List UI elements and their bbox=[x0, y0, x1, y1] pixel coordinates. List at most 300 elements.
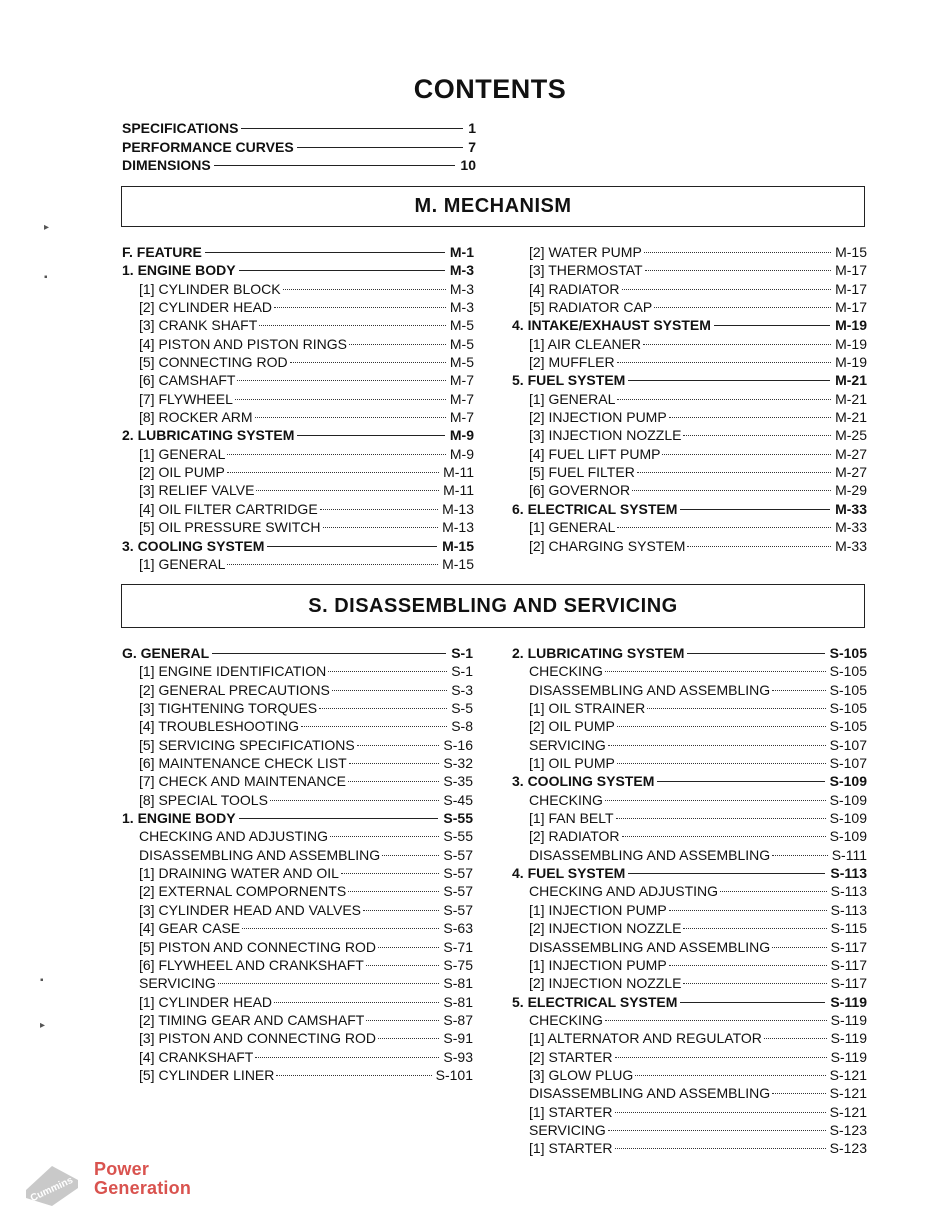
leader-line bbox=[341, 873, 440, 874]
leader-line bbox=[645, 270, 832, 271]
leader-line bbox=[323, 527, 439, 528]
toc-item-entry bbox=[512, 280, 867, 298]
toc-item-entry bbox=[512, 809, 867, 827]
toc-entry-title: [2] CYLINDER HEAD bbox=[139, 299, 273, 316]
toc-item-entry bbox=[512, 956, 867, 974]
toc-entry-page: S-113 bbox=[830, 901, 867, 918]
toc-entry-page: M-15 bbox=[835, 244, 867, 260]
toc-entry-page: M-5 bbox=[449, 335, 474, 352]
leader-line bbox=[256, 490, 439, 491]
toc-entry-title: [2] EXTERNAL COMPORNENTS bbox=[139, 883, 347, 900]
toc-entry-page: S-45 bbox=[443, 791, 473, 808]
toc-item-entry bbox=[122, 901, 473, 919]
leader-line bbox=[605, 671, 826, 672]
leader-line bbox=[662, 454, 831, 455]
toc-entry-page: S-117 bbox=[830, 938, 867, 955]
toc-item-entry bbox=[122, 500, 474, 518]
toc-entry-title: [7] CHECK AND MAINTENANCE bbox=[139, 773, 346, 790]
toc-entry-page: M-25 bbox=[835, 427, 867, 444]
toc-entry-page: M-15 bbox=[442, 537, 474, 554]
leader-line bbox=[680, 509, 830, 510]
section-heading: M. MECHANISM bbox=[414, 195, 572, 217]
toc-entry-title: [1] GENERAL bbox=[139, 555, 226, 572]
toc-entry-page: S-117 bbox=[830, 956, 867, 973]
toc-item-entry bbox=[512, 445, 867, 463]
toc-item-entry bbox=[122, 717, 473, 735]
cummins-badge-icon bbox=[22, 1162, 82, 1210]
toc-item-entry bbox=[122, 481, 474, 499]
toc-entry-page: S-111 bbox=[831, 846, 867, 863]
toc-entry-title: [2] OIL PUMP bbox=[529, 718, 615, 735]
leader-line bbox=[683, 435, 831, 436]
toc-item-entry bbox=[512, 261, 867, 279]
toc-entry-page: S-16 bbox=[443, 736, 473, 753]
leader-line bbox=[714, 325, 830, 326]
toc-item-entry bbox=[512, 919, 867, 937]
toc-item-entry bbox=[122, 772, 473, 790]
toc-entry-title: CHECKING AND ADJUSTING bbox=[529, 883, 719, 900]
leader-line bbox=[348, 781, 439, 782]
toc-entry-page: S-107 bbox=[829, 736, 867, 753]
toc-entry-title: PERFORMANCE CURVES bbox=[122, 138, 294, 155]
leader-line bbox=[259, 325, 446, 326]
leader-line bbox=[643, 344, 831, 345]
toc-item-entry bbox=[122, 1011, 473, 1029]
leader-line bbox=[301, 726, 447, 727]
toc-entry-page: S-87 bbox=[443, 1011, 473, 1028]
toc-entry-title: DISASSEMBLING AND ASSEMBLING bbox=[139, 846, 381, 863]
leader-line bbox=[348, 891, 439, 892]
toc-entry-page: S-81 bbox=[443, 993, 473, 1010]
leader-line bbox=[720, 891, 827, 892]
brand-name bbox=[94, 1160, 191, 1198]
toc-entry-page: M-3 bbox=[449, 262, 474, 279]
toc-entry-title: [1] OIL PUMP bbox=[529, 755, 615, 772]
toc-entry-title: [8] SPECIAL TOOLS bbox=[139, 791, 268, 808]
leader-line bbox=[366, 965, 440, 966]
toc-entry-page: S-3 bbox=[451, 681, 473, 698]
leader-line bbox=[205, 252, 445, 253]
toc-entry-title: [5] CYLINDER LINER bbox=[139, 1066, 275, 1083]
toc-entry-page: S-71 bbox=[443, 938, 473, 955]
toc-item-entry bbox=[122, 956, 473, 974]
toc-entry-title: 2. LUBRICATING SYSTEM bbox=[122, 427, 295, 444]
front-matter-entry bbox=[122, 156, 476, 175]
toc-entry-page: M-19 bbox=[835, 335, 867, 352]
toc-column-right bbox=[512, 644, 867, 1158]
toc-entry-title: [1] OIL STRAINER bbox=[529, 700, 646, 717]
toc-entry-page: S-107 bbox=[829, 755, 867, 772]
toc-item-entry bbox=[122, 555, 474, 573]
toc-item-entry bbox=[122, 390, 474, 408]
toc-entry-page: S-57 bbox=[443, 901, 473, 918]
toc-entry-page: S-109 bbox=[829, 810, 867, 827]
toc-subheading-entry bbox=[512, 938, 867, 956]
toc-entry-page: S-123 bbox=[829, 1121, 867, 1138]
toc-entry-page: S-5 bbox=[451, 700, 473, 717]
toc-entry-title: F. FEATURE bbox=[122, 244, 202, 260]
leader-line bbox=[274, 1002, 439, 1003]
toc-entry-title: [4] TROUBLESHOOTING bbox=[139, 718, 299, 735]
toc-entry-page: M-7 bbox=[449, 390, 474, 407]
toc-entry-page: S-105 bbox=[829, 700, 867, 717]
toc-entry-title: DISASSEMBLING AND ASSEMBLING bbox=[529, 1085, 771, 1102]
toc-entry-title: [7] FLYWHEEL bbox=[139, 390, 233, 407]
toc-entry-page: M-17 bbox=[835, 262, 867, 279]
toc-entry-title: 3. COOLING SYSTEM bbox=[122, 537, 265, 554]
toc-entry-title: 4. FUEL SYSTEM bbox=[512, 865, 626, 882]
leader-line bbox=[644, 252, 831, 253]
toc-entry-title: 6. ELECTRICAL SYSTEM bbox=[512, 500, 678, 517]
leader-line bbox=[212, 653, 446, 654]
toc-item-entry bbox=[512, 1139, 867, 1157]
toc-item-entry bbox=[122, 754, 473, 772]
toc-entry-page: M-21 bbox=[835, 390, 867, 407]
leader-line bbox=[764, 1038, 827, 1039]
toc-entry-page: M-17 bbox=[835, 280, 867, 297]
leader-line bbox=[297, 147, 464, 148]
toc-section-entry bbox=[512, 316, 867, 334]
toc-item-entry bbox=[512, 243, 867, 261]
toc-entry-page: S-105 bbox=[829, 645, 867, 661]
leader-line bbox=[227, 454, 446, 455]
leader-line bbox=[267, 546, 437, 547]
leader-line bbox=[366, 1020, 439, 1021]
toc-entry-title: G. GENERAL bbox=[122, 645, 210, 661]
toc-item-entry bbox=[122, 681, 473, 699]
toc-section-entry bbox=[122, 644, 473, 662]
toc-entry-page: M-21 bbox=[835, 372, 867, 389]
toc-item-entry bbox=[512, 537, 867, 555]
toc-entry-title: [5] RADIATOR CAP bbox=[529, 299, 653, 316]
toc-section-entry bbox=[512, 772, 867, 790]
toc-entry-title: [5] SERVICING SPECIFICATIONS bbox=[139, 736, 355, 753]
toc-entry-title: [1] DRAINING WATER AND OIL bbox=[139, 865, 339, 882]
leader-line bbox=[349, 763, 440, 764]
toc-entry-page: M-11 bbox=[443, 464, 474, 481]
leader-line bbox=[615, 1148, 826, 1149]
toc-entry-title: SERVICING bbox=[529, 1121, 606, 1138]
toc-entry-page: S-55 bbox=[443, 810, 473, 827]
leader-line bbox=[605, 800, 826, 801]
leader-line bbox=[235, 399, 446, 400]
toc-column-right bbox=[512, 243, 867, 555]
toc-entry-title: [3] PISTON AND CONNECTING ROD bbox=[139, 1030, 376, 1047]
toc-entry-title: [2] MUFFLER bbox=[529, 354, 615, 371]
leader-line bbox=[320, 509, 438, 510]
toc-entry-page: S-55 bbox=[443, 828, 473, 845]
toc-entry-title: [5] FUEL FILTER bbox=[529, 464, 635, 481]
toc-section-entry bbox=[512, 371, 867, 389]
toc-entry-title: [1] AIR CLEANER bbox=[529, 335, 642, 352]
toc-entry-title: SERVICING bbox=[529, 736, 606, 753]
leader-line bbox=[617, 527, 831, 528]
toc-entry-title: [3] CYLINDER HEAD AND VALVES bbox=[139, 901, 361, 918]
leader-line bbox=[378, 1038, 439, 1039]
toc-entry-title: 1. ENGINE BODY bbox=[122, 262, 236, 279]
toc-item-entry bbox=[122, 919, 473, 937]
leader-line bbox=[237, 380, 445, 381]
toc-entry-title: 3. COOLING SYSTEM bbox=[512, 773, 655, 790]
toc-entry-title: [2] RADIATOR bbox=[529, 828, 620, 845]
toc-entry-page: M-27 bbox=[835, 464, 867, 481]
toc-entry-title: [4] CRANKSHAFT bbox=[139, 1048, 254, 1065]
toc-item-entry bbox=[122, 1048, 473, 1066]
leader-line bbox=[654, 307, 831, 308]
toc-entry-title: [1] CYLINDER BLOCK bbox=[139, 280, 281, 297]
brand-line-2: Generation bbox=[94, 1178, 192, 1198]
toc-entry-title: [1] STARTER bbox=[529, 1140, 613, 1157]
toc-entry-page: M-13 bbox=[442, 519, 474, 536]
toc-entry-page: S-57 bbox=[443, 846, 473, 863]
toc-item-entry bbox=[122, 445, 474, 463]
leader-line bbox=[357, 745, 440, 746]
leader-line bbox=[772, 855, 828, 856]
toc-item-entry bbox=[512, 481, 867, 499]
toc-entry-page: S-119 bbox=[830, 1030, 867, 1047]
toc-item-entry bbox=[512, 353, 867, 371]
toc-entry-page: M-3 bbox=[449, 299, 474, 316]
leader-line bbox=[239, 818, 439, 819]
toc-subheading-entry bbox=[512, 791, 867, 809]
leader-line bbox=[270, 800, 440, 801]
toc-item-entry bbox=[512, 1048, 867, 1066]
leader-line bbox=[608, 1130, 826, 1131]
leader-line bbox=[617, 399, 831, 400]
toc-entry-page: S-32 bbox=[443, 755, 473, 772]
toc-entry-title: 4. INTAKE/EXHAUST SYSTEM bbox=[512, 317, 711, 334]
toc-item-entry bbox=[122, 993, 473, 1011]
toc-section-entry bbox=[122, 243, 474, 261]
toc-subheading-entry bbox=[512, 882, 867, 900]
leader-line bbox=[227, 472, 439, 473]
leader-line bbox=[332, 690, 447, 691]
toc-entry-page: M-19 bbox=[835, 317, 867, 334]
toc-item-entry bbox=[512, 717, 867, 735]
toc-entry-title: [4] FUEL LIFT PUMP bbox=[529, 445, 661, 462]
leader-line bbox=[669, 910, 827, 911]
toc-entry-title: [3] RELIEF VALVE bbox=[139, 482, 255, 499]
toc-entry-page: M-1 bbox=[449, 244, 474, 260]
toc-entry-title: CHECKING bbox=[529, 791, 603, 808]
toc-entry-page: S-109 bbox=[829, 791, 867, 808]
toc-entry-title: [2] INJECTION NOZZLE bbox=[529, 975, 682, 992]
toc-entry-page: S-109 bbox=[829, 773, 867, 790]
leader-line bbox=[297, 435, 444, 436]
toc-item-entry bbox=[512, 463, 867, 481]
toc-entry-title: SERVICING bbox=[139, 975, 216, 992]
leader-line bbox=[772, 1093, 825, 1094]
toc-entry-page: S-113 bbox=[830, 883, 867, 900]
toc-entry-title: [5] PISTON AND CONNECTING ROD bbox=[139, 938, 376, 955]
toc-entry-title: [1] ENGINE IDENTIFICATION bbox=[139, 663, 327, 680]
toc-item-entry bbox=[512, 699, 867, 717]
toc-item-entry bbox=[122, 791, 473, 809]
toc-entry-page: S-119 bbox=[830, 1048, 867, 1065]
toc-entry-page: M-33 bbox=[835, 537, 867, 554]
leader-line bbox=[617, 763, 826, 764]
toc-entry-page: M-13 bbox=[442, 500, 474, 517]
toc-item-entry bbox=[122, 1066, 473, 1084]
toc-subheading-entry bbox=[122, 827, 473, 845]
page-title: CONTENTS bbox=[413, 74, 567, 104]
leader-line bbox=[227, 564, 438, 565]
toc-entry-title: 1. ENGINE BODY bbox=[122, 810, 236, 827]
toc-section-entry bbox=[122, 426, 474, 444]
toc-entry-title: [1] GENERAL bbox=[529, 519, 616, 536]
toc-item-entry bbox=[512, 335, 867, 353]
leader-line bbox=[687, 546, 831, 547]
toc-item-entry bbox=[122, 864, 473, 882]
toc-entry-page: S-57 bbox=[443, 883, 473, 900]
toc-entry-title: [6] CAMSHAFT bbox=[139, 372, 236, 389]
toc-entry-page: S-121 bbox=[829, 1085, 867, 1102]
toc-item-entry bbox=[122, 699, 473, 717]
toc-section-entry bbox=[512, 993, 867, 1011]
toc-entry-title: DIMENSIONS bbox=[122, 157, 211, 173]
leader-line bbox=[772, 947, 826, 948]
toc-entry-title: [4] PISTON AND PISTON RINGS bbox=[139, 335, 347, 352]
toc-entry-title: [2] INJECTION NOZZLE bbox=[529, 920, 682, 937]
toc-entry-title: SPECIFICATIONS bbox=[122, 120, 239, 136]
toc-entry-page: S-93 bbox=[443, 1048, 473, 1065]
toc-item-entry bbox=[122, 280, 474, 298]
toc-entry-title: [5] CONNECTING ROD bbox=[139, 354, 288, 371]
brand-logo bbox=[22, 1160, 212, 1210]
leader-line bbox=[617, 726, 826, 727]
toc-entry-title: [1] CYLINDER HEAD bbox=[139, 993, 273, 1010]
toc-entry-page: M-29 bbox=[835, 482, 867, 499]
leader-line bbox=[683, 928, 826, 929]
toc-entry-title: [2] GENERAL PRECAUTIONS bbox=[139, 681, 330, 698]
toc-item-entry bbox=[122, 316, 474, 334]
toc-entry-page: S-109 bbox=[829, 828, 867, 845]
toc-item-entry bbox=[122, 353, 474, 371]
toc-entry-title: [2] STARTER bbox=[529, 1048, 613, 1065]
toc-entry-page: M-21 bbox=[835, 409, 867, 426]
front-matter-list bbox=[122, 119, 476, 175]
leader-line bbox=[635, 1075, 825, 1076]
toc-entry-title: [6] MAINTENANCE CHECK LIST bbox=[139, 755, 347, 772]
toc-entry-page: M-19 bbox=[835, 354, 867, 371]
toc-entry-page: S-35 bbox=[443, 773, 473, 790]
leader-line bbox=[290, 362, 446, 363]
leader-line bbox=[378, 947, 439, 948]
toc-item-entry bbox=[122, 298, 474, 316]
toc-entry-title: [1] INJECTION PUMP bbox=[529, 956, 667, 973]
toc-item-entry bbox=[122, 518, 474, 536]
toc-entry-title: [8] ROCKER ARM bbox=[139, 409, 253, 426]
toc-entry-title: [1] GENERAL bbox=[529, 390, 616, 407]
toc-item-entry bbox=[512, 901, 867, 919]
toc-entry-page: S-115 bbox=[830, 920, 867, 937]
toc-entry-title: DISASSEMBLING AND ASSEMBLING bbox=[529, 938, 771, 955]
toc-item-entry bbox=[512, 298, 867, 316]
toc-item-entry bbox=[512, 1103, 867, 1121]
toc-entry-title: DISASSEMBLING AND ASSEMBLING bbox=[529, 846, 771, 863]
leader-line bbox=[647, 708, 825, 709]
toc-entry-title: [3] THERMOSTAT bbox=[529, 262, 643, 279]
leader-line bbox=[772, 690, 825, 691]
toc-entry-title: [2] OIL PUMP bbox=[139, 464, 225, 481]
toc-entry-title: 5. ELECTRICAL SYSTEM bbox=[512, 993, 678, 1010]
section-banner-disassembling bbox=[121, 584, 865, 628]
leader-line bbox=[241, 128, 463, 129]
toc-entry-page: S-8 bbox=[451, 718, 473, 735]
toc-entry-page: M-33 bbox=[835, 519, 867, 536]
toc-column-left bbox=[122, 243, 474, 573]
toc-entry-title: [6] FLYWHEEL AND CRANKSHAFT bbox=[139, 956, 364, 973]
front-matter-entry bbox=[122, 119, 476, 138]
leader-line bbox=[242, 928, 439, 929]
leader-line bbox=[382, 855, 439, 856]
toc-entry-title: [2] CHARGING SYSTEM bbox=[529, 537, 686, 554]
leader-line bbox=[622, 289, 832, 290]
brand-line-1: Power bbox=[94, 1159, 150, 1179]
toc-entry-title: [1] FAN BELT bbox=[529, 810, 614, 827]
toc-entry-title: [3] GLOW PLUG bbox=[529, 1066, 634, 1083]
toc-entry-page: M-7 bbox=[449, 372, 474, 389]
toc-entry-page: M-27 bbox=[835, 445, 867, 462]
toc-entry-page: M-33 bbox=[835, 500, 867, 517]
leader-line bbox=[632, 490, 831, 491]
leader-line bbox=[657, 781, 824, 782]
toc-entry-page: S-1 bbox=[451, 645, 473, 661]
toc-entry-page: S-63 bbox=[443, 920, 473, 937]
section-banner-mechanism bbox=[121, 186, 865, 227]
toc-entry-page: S-119 bbox=[830, 993, 867, 1010]
toc-entry-page: S-1 bbox=[451, 663, 473, 680]
leader-line bbox=[605, 1020, 827, 1021]
toc-entry-title: [4] RADIATOR bbox=[529, 280, 620, 297]
toc-item-entry bbox=[512, 426, 867, 444]
leader-line bbox=[255, 417, 446, 418]
toc-entry-page: M-5 bbox=[449, 354, 474, 371]
toc-entry-page: S-121 bbox=[829, 1103, 867, 1120]
leader-line bbox=[218, 983, 440, 984]
toc-entry-page: M-5 bbox=[449, 317, 474, 334]
toc-section-entry bbox=[512, 864, 867, 882]
toc-entry-page: S-113 bbox=[830, 865, 867, 882]
toc-item-entry bbox=[512, 408, 867, 426]
toc-item-entry bbox=[512, 827, 867, 845]
toc-item-entry bbox=[122, 938, 473, 956]
leader-line bbox=[214, 165, 456, 166]
toc-entry-title: 5. FUEL SYSTEM bbox=[512, 372, 626, 389]
toc-entry-title: [3] TIGHTENING TORQUES bbox=[139, 700, 318, 717]
toc-subheading-entry bbox=[512, 846, 867, 864]
toc-column-left bbox=[122, 644, 473, 1084]
toc-item-entry bbox=[512, 518, 867, 536]
toc-item-entry bbox=[512, 390, 867, 408]
leader-line bbox=[283, 289, 446, 290]
leader-line bbox=[349, 344, 446, 345]
toc-entry-title: [1] INJECTION PUMP bbox=[529, 901, 667, 918]
toc-subheading-entry bbox=[512, 681, 867, 699]
toc-entry-page: S-121 bbox=[829, 1066, 867, 1083]
toc-entry-title: CHECKING bbox=[529, 1011, 603, 1028]
leader-line bbox=[683, 983, 826, 984]
toc-entry-page: M-15 bbox=[442, 555, 474, 572]
leader-line bbox=[628, 873, 825, 874]
leader-line bbox=[616, 818, 826, 819]
toc-entry-title: [2] WATER PUMP bbox=[529, 244, 642, 260]
leader-line bbox=[276, 1075, 431, 1076]
leader-line bbox=[622, 836, 826, 837]
toc-entry-title: [2] TIMING GEAR AND CAMSHAFT bbox=[139, 1011, 365, 1028]
toc-subheading-entry bbox=[512, 1084, 867, 1102]
toc-item-entry bbox=[122, 736, 473, 754]
